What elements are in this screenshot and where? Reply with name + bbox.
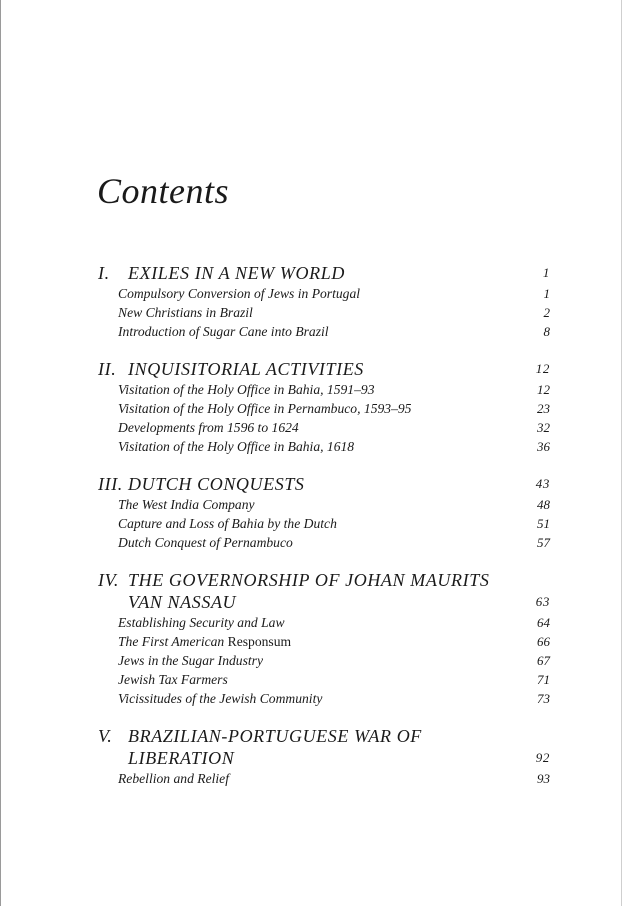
chapter-4 [98, 569, 550, 708]
chapter-heading[interactable] [98, 358, 550, 380]
section-entry[interactable] [118, 303, 550, 322]
chapter-heading[interactable] [98, 473, 550, 495]
page-number: 23 [537, 401, 550, 416]
section-entry[interactable] [118, 418, 550, 437]
section-entry[interactable] [118, 399, 550, 418]
section-title: New Christians in Brazil [118, 305, 253, 320]
page-number: 32 [537, 420, 550, 435]
section-title: Developments from 1596 to 1624 [118, 420, 299, 435]
page-number: 64 [537, 615, 550, 630]
section-entry[interactable] [118, 514, 550, 533]
chapter-2 [98, 358, 550, 456]
section-entry[interactable] [118, 613, 550, 632]
chapter-heading[interactable] [98, 725, 550, 769]
page-number: 48 [537, 497, 550, 512]
section-entry[interactable] [118, 533, 550, 552]
page-number: 57 [537, 535, 550, 550]
section-title: Introduction of Sugar Cane into Brazil [118, 324, 329, 339]
page-number: 73 [537, 691, 550, 706]
chapter-title: DUTCH CONQUESTS [128, 474, 305, 494]
section-entry[interactable] [118, 632, 550, 651]
page-number: 66 [537, 634, 550, 649]
chapter-number: IV. [98, 570, 119, 590]
section-entry[interactable] [118, 689, 550, 708]
chapter-1 [98, 262, 550, 341]
section-title: Dutch Conquest of Pernambuco [118, 535, 293, 550]
section-list [118, 284, 550, 341]
page-number: 92 [535, 750, 550, 765]
page-number: 71 [537, 672, 550, 687]
page-number: 93 [537, 771, 550, 786]
section-title: Establishing Security and Law [118, 615, 285, 630]
page-title: Contents [97, 171, 230, 211]
page-number: 1 [543, 286, 550, 301]
section-entry[interactable] [118, 380, 550, 399]
section-entry[interactable] [118, 437, 550, 456]
page-number: 43 [535, 476, 550, 491]
table-of-contents [98, 262, 550, 805]
section-title-italic: The First American [118, 634, 225, 649]
section-entry[interactable] [118, 322, 550, 341]
page-number: 2 [543, 305, 550, 320]
section-entry[interactable] [118, 670, 550, 689]
page-number: 67 [537, 653, 550, 668]
section-title: Vicissitudes of the Jewish Community [118, 691, 323, 706]
section-title: Compulsory Conversion of Jews in Portugal [118, 286, 361, 301]
chapter-3 [98, 473, 550, 552]
section-entry[interactable] [118, 769, 550, 788]
section-entry[interactable] [118, 495, 550, 514]
page-edge-left [0, 0, 1, 906]
section-title: Rebellion and Relief [118, 771, 229, 786]
section-title: Jews in the Sugar Industry [118, 653, 263, 668]
section-title-roman: Responsum [227, 634, 292, 649]
chapter-title: EXILES IN A NEW WORLD [128, 263, 345, 283]
chapter-5 [98, 725, 550, 788]
chapter-title: THE GOVERNORSHIP OF JOHAN MAURITS VAN NASSAU [128, 570, 490, 612]
section-list [118, 769, 550, 788]
section-entry[interactable] [118, 651, 550, 670]
section-title: Visitation of the Holy Office in Pernambuco, 1593–95 [118, 401, 412, 416]
section-title: Jewish Tax Farmers [118, 672, 228, 687]
chapter-number: V. [98, 726, 113, 746]
page-number: 63 [535, 594, 550, 609]
section-list [118, 613, 550, 708]
page-number: 12 [537, 382, 550, 397]
chapter-heading[interactable] [98, 262, 550, 284]
section-title: Capture and Loss of Bahia by the Dutch [118, 516, 337, 531]
chapter-number: II. [98, 359, 117, 379]
section-title: Visitation of the Holy Office in Bahia, 1618 [118, 439, 355, 454]
page-number: 8 [543, 324, 550, 339]
chapter-number: I. [98, 263, 110, 283]
chapter-title: INQUISITORIAL ACTIVITIES [128, 359, 364, 379]
page-number: 51 [537, 516, 550, 531]
section-title: Visitation of the Holy Office in Bahia, 1591–93 [118, 382, 375, 397]
page-number: 12 [535, 361, 550, 376]
page-number: 36 [537, 439, 550, 454]
chapter-title: BRAZILIAN-PORTUGUESE WAR OF LIBERATION [128, 726, 422, 768]
chapter-heading[interactable] [98, 569, 550, 613]
section-entry[interactable] [118, 284, 550, 303]
section-list [118, 380, 550, 456]
section-list [118, 495, 550, 552]
section-title: The West India Company [118, 497, 255, 512]
page-number: 1 [542, 265, 550, 280]
chapter-number: III. [98, 474, 123, 494]
